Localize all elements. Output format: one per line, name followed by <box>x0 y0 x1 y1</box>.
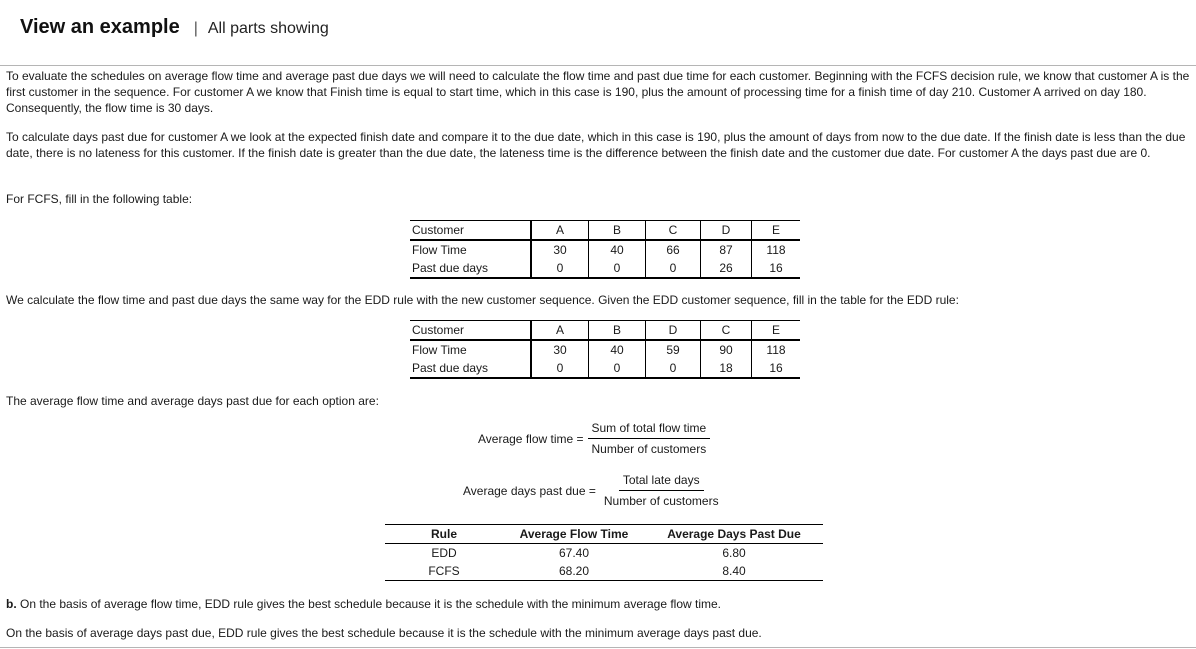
part-b-label: b. <box>6 597 17 611</box>
past-due-cell: 16 <box>752 259 801 278</box>
row-label: Flow Time <box>410 240 531 259</box>
flow-time-cell: 40 <box>589 340 646 359</box>
past-due-cell: 0 <box>589 359 646 378</box>
view-example-title[interactable]: View an example <box>20 16 180 38</box>
flow-time-cell: 87 <box>701 240 752 259</box>
fcfs-table <box>410 220 800 279</box>
flow-time-cell: 30 <box>531 240 589 259</box>
edd-flow-time-row <box>410 340 800 359</box>
avg-days-past-due-formula <box>463 473 723 508</box>
header-separator: | <box>193 20 198 37</box>
row-label: Customer <box>410 321 531 341</box>
customer-cell: C <box>701 321 752 341</box>
paragraph-averages-intro: The average flow time and average days past due for each option are: <box>6 394 379 408</box>
summary-table <box>385 524 823 581</box>
flow-time-cell: 30 <box>531 340 589 359</box>
flow-time-cell: 90 <box>701 340 752 359</box>
past-due-cell: 0 <box>531 359 589 378</box>
avg-past-due-cell: 6.80 <box>722 546 746 560</box>
customer-cell: E <box>752 321 801 341</box>
fraction <box>600 473 723 508</box>
formula-denominator: Number of customers <box>603 494 719 508</box>
header <box>20 16 329 42</box>
row-label: Flow Time <box>410 340 531 359</box>
past-due-cell: 0 <box>589 259 646 278</box>
bottom-divider <box>0 647 1196 648</box>
customer-cell: A <box>531 221 589 241</box>
edd-past-due-row <box>410 359 800 378</box>
fraction <box>588 421 711 456</box>
formula-lhs: Average flow time = <box>478 431 584 446</box>
customer-cell: D <box>701 221 752 241</box>
paragraph-fcfs-instruction: For FCFS, fill in the following table: <box>6 192 193 206</box>
paragraph-past-due-conclusion: On the basis of average days past due, EDD rule gives the best schedule because it is the schedule with the minimum average days past due. <box>6 626 762 640</box>
avg-flow-cell: 67.40 <box>558 546 590 560</box>
customer-cell: B <box>589 321 646 341</box>
paragraph-edd-instruction: We calculate the flow time and past due days the same way for the EDD rule with the new customer sequence. Given the EDD customer sequence, fill in the table for the EDD rule: <box>6 293 959 307</box>
fcfs-flow-time-row <box>410 240 800 259</box>
past-due-cell: 18 <box>701 359 752 378</box>
rule-cell: EDD <box>431 546 457 560</box>
summary-row-fcfs <box>385 562 823 581</box>
paragraph-past-due-explanation: To calculate days past due for customer A we look at the expected finish date and compare it to the due date, which in this case is 190, plus the amount of days from now to the due date. If the finish date is less than the due date, there is no lateness for this customer. If the finish date is greater than the due date, the lateness time is the difference between the finish date and the customer due date. For customer A the days past due are 0. <box>6 130 1186 160</box>
row-label: Customer <box>410 221 531 241</box>
past-due-cell: 0 <box>646 259 701 278</box>
past-due-cell: 16 <box>752 359 801 378</box>
customer-cell: B <box>589 221 646 241</box>
edd-table <box>410 320 800 379</box>
fcfs-customer-row <box>410 221 800 241</box>
formula-lhs: Average days past due = <box>463 483 596 498</box>
avg-flow-cell: 68.20 <box>503 562 645 581</box>
formula-denominator: Number of customers <box>591 442 707 456</box>
formula-numerator: Total late days <box>619 473 704 491</box>
header-rule: Rule <box>385 525 503 544</box>
past-due-cell: 0 <box>531 259 589 278</box>
all-parts-showing-label: All parts showing <box>207 20 329 37</box>
flow-time-cell: 59 <box>646 340 701 359</box>
customer-cell: E <box>752 221 801 241</box>
paragraph-flow-time-explanation: To evaluate the schedules on average flow time and average past due days we will need to calculate the flow time and past due time for each customer. Beginning with the FCFS decision rule, we know that customer A is the first customer in the sequence. For customer A we know that Finish time is equal to start time, which in this case is 190, plus the amount of processing time for a finish time of day 210. Customer A arrived on day 180. Consequently, the flow time is 30 days. <box>6 69 1190 115</box>
paragraph-part-b <box>6 596 1194 612</box>
customer-cell: A <box>531 321 589 341</box>
customer-cell: D <box>646 321 701 341</box>
edd-customer-row <box>410 321 800 341</box>
header-avg-days-past-due: Average Days Past Due <box>645 525 823 544</box>
formula-numerator: Sum of total flow time <box>588 421 711 439</box>
past-due-cell: 26 <box>701 259 752 278</box>
summary-row-edd <box>385 544 823 563</box>
past-due-cell: 0 <box>646 359 701 378</box>
row-label: Past due days <box>410 259 531 278</box>
flow-time-cell: 40 <box>589 240 646 259</box>
row-label: Past due days <box>410 359 531 378</box>
flow-time-cell: 118 <box>766 343 786 357</box>
customer-cell: C <box>646 221 701 241</box>
header-avg-flow-time: Average Flow Time <box>503 525 645 544</box>
flow-time-cell: 66 <box>646 240 701 259</box>
flow-time-cell: 118 <box>766 243 786 257</box>
avg-flow-time-formula <box>478 421 710 456</box>
summary-header-row <box>385 525 823 544</box>
avg-past-due-cell: 8.40 <box>645 562 823 581</box>
top-divider <box>0 65 1196 66</box>
rule-cell: FCFS <box>385 562 503 581</box>
fcfs-past-due-row <box>410 259 800 278</box>
part-b-text: On the basis of average flow time, EDD rule gives the best schedule because it is the schedule with the minimum average flow time. <box>16 597 722 611</box>
